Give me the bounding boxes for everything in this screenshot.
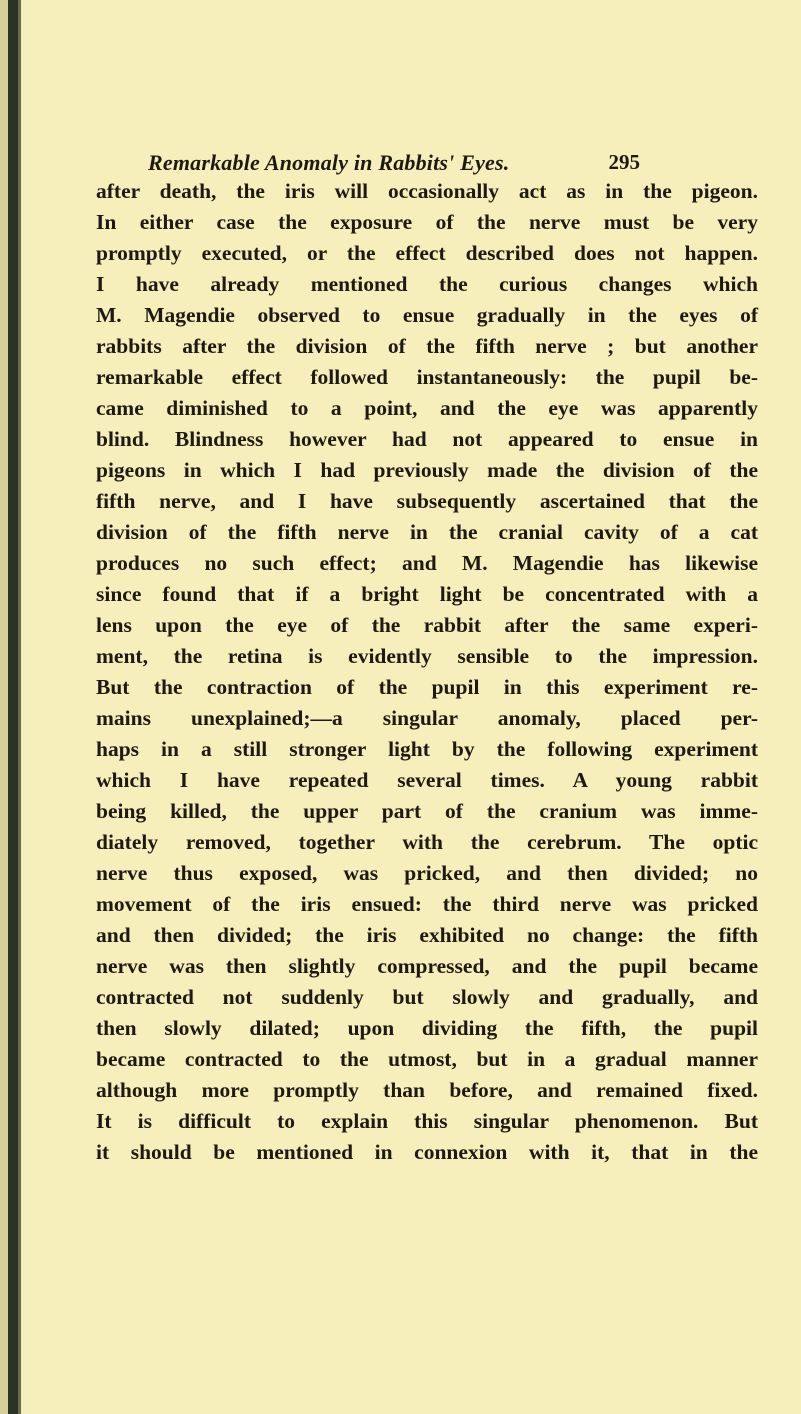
- text-line: [96, 1106, 758, 1137]
- text-line: [96, 517, 758, 548]
- book-spine-edge: [18, 0, 21, 1414]
- text-line-content: remarkable effect followed instantaneously: the pupil be-: [96, 365, 758, 389]
- text-line-content: In either case the exposure of the nerve must be very: [96, 210, 758, 234]
- text-line: [96, 1013, 758, 1044]
- text-line: [96, 641, 758, 672]
- text-line-content: I have already mentioned the curious changes which: [96, 272, 758, 296]
- text-line: [96, 827, 758, 858]
- text-line-content: movement of the iris ensued: the third nerve was pricked: [96, 892, 758, 916]
- text-line-content: came diminished to a point, and the eye was apparently: [96, 396, 758, 420]
- text-line-content: nerve was then slightly compressed, and the pupil became: [96, 954, 758, 978]
- text-line-content: being killed, the upper part of the cranium was imme-: [96, 799, 758, 823]
- body-text: [96, 176, 758, 1168]
- text-line-content: haps in a still stronger light by the following experiment: [96, 737, 758, 761]
- text-line-content: contracted not suddenly but slowly and gradually, and: [96, 985, 758, 1009]
- page-binding-edge: [0, 0, 8, 1414]
- text-line: [96, 982, 758, 1013]
- text-line-content: then slowly dilated; upon dividing the fifth, the pupil: [96, 1016, 758, 1040]
- text-line-content: rabbits after the division of the fifth nerve ; but another: [96, 334, 758, 358]
- text-line-content: since found that if a bright light be concentrated with a: [96, 582, 758, 606]
- text-line: [96, 548, 758, 579]
- text-line: [96, 1137, 758, 1168]
- text-line-content: blind. Blindness however had not appeared to ensue in: [96, 427, 758, 451]
- text-line: [96, 672, 758, 703]
- text-line-content: But the contraction of the pupil in this experiment re-: [96, 675, 758, 699]
- text-line-content: and then divided; the iris exhibited no change: the fifth: [96, 923, 758, 947]
- text-line-content: It is difficult to explain this singular phenomenon. But: [96, 1109, 758, 1133]
- text-line: [96, 951, 758, 982]
- text-line-content: mains unexplained;—a singular anomaly, placed per-: [96, 706, 758, 730]
- book-spine: [8, 0, 18, 1414]
- text-line-content: M. Magendie observed to ensue gradually in the eyes of: [96, 303, 758, 327]
- text-line: [96, 703, 758, 734]
- text-line: [96, 300, 758, 331]
- text-line: [96, 269, 758, 300]
- text-line: [96, 579, 758, 610]
- text-line: [96, 362, 758, 393]
- text-line: [96, 796, 758, 827]
- text-line-content: nerve thus exposed, was pricked, and then divided; no: [96, 861, 758, 885]
- text-line: [96, 889, 758, 920]
- text-line: [96, 238, 758, 269]
- text-line-content: promptly executed, or the effect described does not happen.: [96, 241, 758, 265]
- text-line: [96, 920, 758, 951]
- text-line-content: pigeons in which I had previously made the division of the: [96, 458, 758, 482]
- text-line-content: lens upon the eye of the rabbit after the same experi-: [96, 613, 758, 637]
- text-line-content: diately removed, together with the cerebrum. The optic: [96, 830, 758, 854]
- text-line-content: division of the fifth nerve in the cranial cavity of a cat: [96, 520, 758, 544]
- text-line: [96, 734, 758, 765]
- page-number: 295: [608, 150, 640, 174]
- text-line: [96, 486, 758, 517]
- text-line: [96, 424, 758, 455]
- text-line: [96, 455, 758, 486]
- text-line-content: produces no such effect; and M. Magendie has likewise: [96, 551, 758, 575]
- text-line-content: which I have repeated several times. A young rabbit: [96, 768, 758, 792]
- running-title: Remarkable Anomaly in Rabbits' Eyes.: [148, 150, 510, 175]
- text-line-content: fifth nerve, and I have subsequently ascertained that the: [96, 489, 758, 513]
- text-line-content: although more promptly than before, and remained fixed.: [96, 1078, 758, 1102]
- text-line-content: it should be mentioned in connexion with it, that in the: [96, 1140, 758, 1164]
- text-line: [96, 176, 758, 207]
- text-line: [96, 1044, 758, 1075]
- text-line: [96, 331, 758, 362]
- text-line: [96, 765, 758, 796]
- text-line-content: ment, the retina is evidently sensible to the impression.: [96, 644, 758, 668]
- text-line-content: became contracted to the utmost, but in a gradual manner: [96, 1047, 758, 1071]
- text-line: [96, 393, 758, 424]
- text-line: [96, 858, 758, 889]
- text-line-content: after death, the iris will occasionally act as in the pigeon.: [96, 179, 758, 203]
- text-line: [96, 207, 758, 238]
- text-line: [96, 610, 758, 641]
- text-line: [96, 1075, 758, 1106]
